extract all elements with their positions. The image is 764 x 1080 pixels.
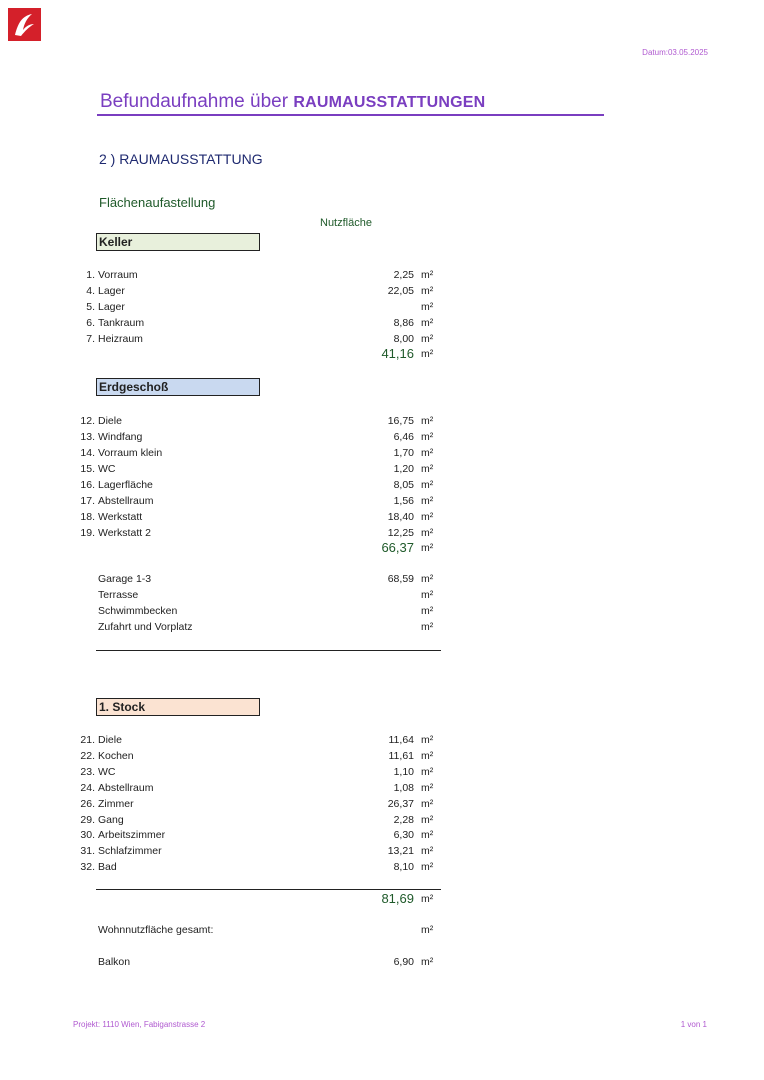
table-row <box>60 283 450 299</box>
table-row <box>60 445 450 461</box>
row-label: Lager <box>98 301 125 313</box>
row-label: Bad <box>98 861 117 874</box>
table-row <box>60 780 450 796</box>
row-number: 26. <box>80 797 95 810</box>
row-label: WC <box>98 765 116 778</box>
table-row <box>60 732 450 748</box>
unit: m² <box>421 813 434 826</box>
row-label: Balkon <box>98 956 131 968</box>
total-1-stock <box>60 890 450 908</box>
table-row <box>60 843 450 859</box>
unit: m² <box>421 285 434 297</box>
row-number: 14. <box>80 447 95 459</box>
row-value: 16,75 <box>387 415 414 427</box>
row-label: Vorraum klein <box>98 447 163 459</box>
row-value: 6,30 <box>393 829 414 842</box>
row-label: Abstellraum <box>98 495 154 507</box>
table-row <box>60 315 450 331</box>
unit: m² <box>421 447 434 459</box>
row-value: 8,10 <box>393 861 414 874</box>
table-row <box>60 603 450 619</box>
unit: m² <box>421 861 434 874</box>
table-row <box>60 413 450 429</box>
unit: m² <box>421 893 434 905</box>
total-value: 66,37 <box>381 540 414 555</box>
footer-project: Projekt: 1110 Wien, Fabiganstrasse 2 <box>73 1020 206 1029</box>
section-1-stock: 1. Stock <box>96 698 260 716</box>
table-row <box>60 429 450 445</box>
row-number: 4. <box>86 285 95 297</box>
unit: m² <box>421 621 434 633</box>
row-number: 6. <box>86 317 95 329</box>
unit: m² <box>421 781 434 794</box>
row-label: Lagerfläche <box>98 479 153 491</box>
row-label: Gang <box>98 813 124 826</box>
row-number: 21. <box>80 734 95 746</box>
table-row <box>60 587 450 603</box>
row-value: 6,90 <box>393 956 414 968</box>
total-value: 81,69 <box>381 891 414 906</box>
row-value: 13,21 <box>387 845 414 858</box>
title-underline <box>97 114 604 116</box>
row-value: 11,61 <box>388 749 414 762</box>
total-value: 41,16 <box>381 346 414 361</box>
unit: m² <box>421 956 434 968</box>
row-label: Heizraum <box>98 333 143 345</box>
table-row <box>60 796 450 812</box>
unit: m² <box>421 511 434 523</box>
table-row <box>60 267 450 283</box>
row-number: 5. <box>86 301 95 313</box>
row-value: 18,40 <box>387 511 414 523</box>
table-row <box>60 827 450 843</box>
balkon-row <box>60 954 450 970</box>
company-logo <box>8 8 41 41</box>
row-label: Terrasse <box>98 589 139 601</box>
row-value: 1,08 <box>393 781 414 794</box>
subtitle: Flächenaufastellung <box>99 195 216 210</box>
unit: m² <box>421 924 434 936</box>
row-number: 13. <box>80 431 95 443</box>
row-value: 1,10 <box>393 765 414 778</box>
row-label: Lager <box>98 285 125 297</box>
footer-page-number: 1 von 1 <box>680 1020 707 1029</box>
unit: m² <box>421 463 434 475</box>
row-number: 19. <box>80 527 95 539</box>
row-number: 29. <box>80 813 95 826</box>
row-value: 12,25 <box>387 527 414 539</box>
row-label: Abstellraum <box>98 781 154 794</box>
row-value: 1,20 <box>393 463 414 475</box>
table-row <box>60 509 450 525</box>
row-value: 11,64 <box>388 734 414 746</box>
row-number: 24. <box>80 781 95 794</box>
table-row <box>60 477 450 493</box>
row-label: Wohnnutzfläche gesamt: <box>98 924 214 936</box>
divider <box>96 650 441 651</box>
row-label: Kochen <box>98 749 134 762</box>
unit: m² <box>421 605 434 617</box>
unit: m² <box>421 348 434 360</box>
row-label: Werkstatt 2 <box>98 527 151 539</box>
row-number: 7. <box>86 333 95 345</box>
unit: m² <box>421 269 434 281</box>
unit: m² <box>421 765 434 778</box>
row-label: Zufahrt und Vorplatz <box>98 621 193 633</box>
unit: m² <box>421 431 434 443</box>
row-number: 1. <box>86 269 95 281</box>
row-label: Arbeitszimmer <box>98 829 166 842</box>
row-value: 2,25 <box>393 269 414 281</box>
column-header-nutzflaeche: Nutzfläche <box>320 217 372 229</box>
page-title <box>100 91 485 113</box>
row-label: Schwimmbecken <box>98 605 178 617</box>
row-label: Vorraum <box>98 269 138 281</box>
unit: m² <box>421 797 434 810</box>
unit: m² <box>421 415 434 427</box>
row-value: 2,28 <box>393 813 414 826</box>
row-label: Windfang <box>98 431 143 443</box>
section-heading: 2 ) RAUMAUSSTATTUNG <box>99 151 263 167</box>
row-number: 15. <box>80 463 95 475</box>
total-keller <box>60 345 450 363</box>
row-value: 1,56 <box>393 495 414 507</box>
table-row <box>60 571 450 587</box>
row-value: 6,46 <box>393 431 414 443</box>
unit: m² <box>421 527 434 539</box>
table-row <box>60 493 450 509</box>
row-label: Schlafzimmer <box>98 845 162 858</box>
table-row <box>60 299 450 315</box>
table-row <box>60 461 450 477</box>
table-row <box>60 748 450 764</box>
unit: m² <box>421 495 434 507</box>
row-label: WC <box>98 463 116 475</box>
row-label: Diele <box>98 415 122 427</box>
unit: m² <box>421 845 434 858</box>
unit: m² <box>421 542 434 554</box>
unit: m² <box>421 829 434 842</box>
row-number: 32. <box>80 861 95 874</box>
table-row <box>60 812 450 828</box>
row-label: Zimmer <box>98 797 134 810</box>
row-value: 22,05 <box>387 285 414 297</box>
section-keller: Keller <box>96 233 260 251</box>
unit: m² <box>421 573 434 585</box>
row-value: 68,59 <box>387 573 414 585</box>
table-row <box>60 619 450 635</box>
table-row <box>60 764 450 780</box>
row-number: 31. <box>80 845 95 858</box>
row-label: Diele <box>98 734 122 746</box>
unit: m² <box>421 317 434 329</box>
table-row <box>60 859 450 875</box>
row-label: Werkstatt <box>98 511 143 523</box>
row-value: 8,86 <box>393 317 414 329</box>
row-label: Garage 1-3 <box>98 573 152 585</box>
title-bold: RAUMAUSSTATTUNGEN <box>293 94 486 111</box>
row-label: Tankraum <box>98 317 145 329</box>
section-erdgeschoss: Erdgeschoß <box>96 378 260 396</box>
total-erdgeschoss <box>60 539 450 557</box>
unit: m² <box>421 734 434 746</box>
row-number: 18. <box>80 511 95 523</box>
unit: m² <box>421 479 434 491</box>
row-number: 16. <box>80 479 95 491</box>
row-number: 30. <box>80 829 95 842</box>
unit: m² <box>421 589 434 601</box>
title-prefix: Befundaufnahme über <box>100 91 294 112</box>
wohnnutzflaeche-row <box>60 922 450 938</box>
row-value: 26,37 <box>387 797 414 810</box>
row-value: 8,00 <box>393 333 414 345</box>
row-value: 1,70 <box>393 447 414 459</box>
unit: m² <box>421 333 434 345</box>
row-number: 12. <box>80 415 95 427</box>
document-date: Datum:03.05.2025 <box>642 48 708 57</box>
row-value: 8,05 <box>393 479 414 491</box>
row-number: 23. <box>80 765 95 778</box>
unit: m² <box>421 301 434 313</box>
row-number: 22. <box>80 749 95 762</box>
unit: m² <box>421 749 434 762</box>
row-number: 17. <box>80 495 95 507</box>
